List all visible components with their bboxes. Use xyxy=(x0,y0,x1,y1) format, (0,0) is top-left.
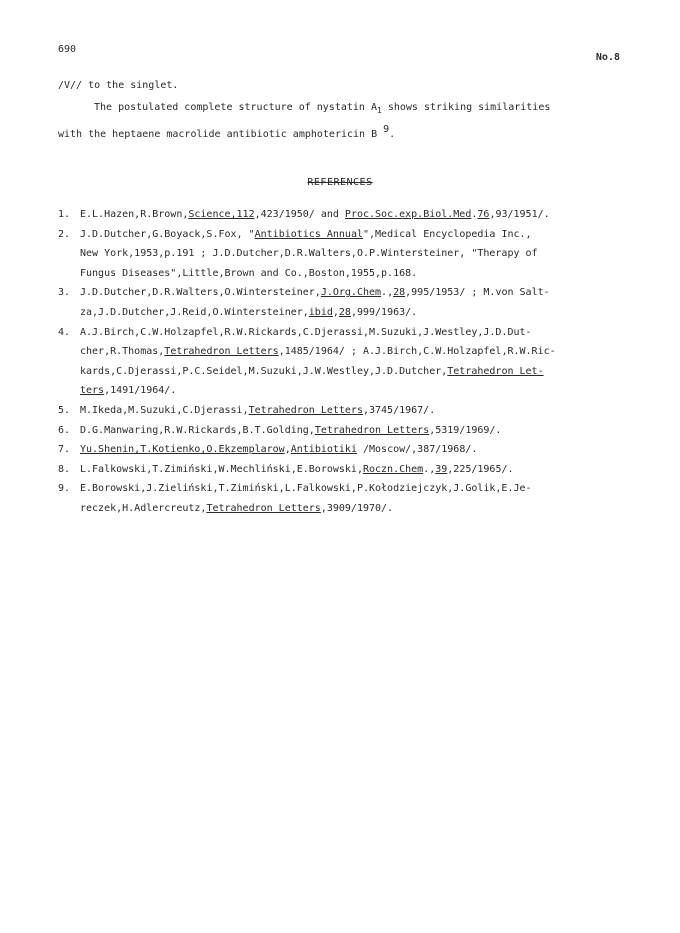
reference-line: D.G.Manwaring,R.W.Rickards,B.T.Golding,Tetrahedron Letters,5319/1969/. xyxy=(80,424,502,436)
reference-line: ters,1491/1964/. xyxy=(80,385,177,397)
page-number: 690 xyxy=(58,44,77,55)
reference-underlined-text: Roczn.Chem xyxy=(362,463,424,475)
reference-underlined-text: 28 xyxy=(393,287,406,299)
reference-underlined-text: J.Org.Chem xyxy=(320,287,382,299)
reference-superscript: 9 xyxy=(383,124,390,135)
reference-item xyxy=(58,205,638,225)
reference-number: 2. xyxy=(58,228,71,240)
reference-line: Yu.Shenin,T.Kotienko,O.Ekzemplarow,Antibiotiki /Moscow/,387/1968/. xyxy=(80,444,478,456)
reference-line: J.D.Dutcher,G.Boyack,S.Fox, "Antibiotics Annual",Medical Encyclopedia Inc., xyxy=(80,228,532,240)
reference-underlined-text: Yu.Shenin,T.Kotienko,O.Ekzemplarow xyxy=(80,444,285,456)
reference-number: 3. xyxy=(58,287,71,299)
reference-underlined-text: 39 xyxy=(435,463,448,475)
reference-underlined-text: Antibiotics Annual xyxy=(254,228,363,240)
reference-underlined-text: Tetrahedron Letters xyxy=(206,502,321,514)
reference-line: Fungus Diseases",Little,Brown and Co.,Boston,1955,p.168. xyxy=(80,267,418,279)
reference-line: E.L.Hazen,R.Brown,Science,112,423/1950/ and Proc.Soc.exp.Biol.Med.76,93/1951/. xyxy=(80,209,550,220)
references-heading: REFERENCES xyxy=(307,177,373,188)
reference-underlined-text: 76 xyxy=(477,209,490,220)
reference-number: 9. xyxy=(58,483,71,495)
reference-line: cher,R.Thomas,Tetrahedron Letters,1485/1964/ ; A.J.Birch,C.W.Holzapfel,R.W.Ric- xyxy=(80,346,556,358)
intro-line-3-tail: . xyxy=(389,129,396,140)
reference-underlined-text: 28 xyxy=(338,306,351,318)
reference-line: A.J.Birch,C.W.Holzapfel,R.W.Rickards,C.Djerassi,M.Suzuki,J.Westley,J.D.Dut- xyxy=(80,326,532,338)
reference-item xyxy=(58,283,638,322)
reference-number: 1. xyxy=(58,209,71,220)
reference-underlined-text: Tetrahedron Let- xyxy=(447,365,544,377)
reference-item xyxy=(58,440,638,460)
reference-item xyxy=(58,421,638,441)
reference-line: J.D.Dutcher,D.R.Walters,O.Wintersteiner,J.Org.Chem.,28,995/1953/ ; M.von Salt- xyxy=(80,287,550,299)
reference-underlined-text: Tetrahedron Letters xyxy=(164,346,279,358)
reference-item xyxy=(58,460,638,480)
reference-line: M.Ikeda,M.Suzuki,C.Djerassi,Tetrahedron Letters,3745/1967/. xyxy=(80,404,436,416)
reference-line: kards,C.Djerassi,P.C.Seidel,M.Suzuki,J.W.Westley,J.D.Dutcher,Tetrahedron Let- xyxy=(80,365,544,377)
reference-line: New York,1953,p.191 ; J.D.Dutcher,D.R.Walters,O.P.Wintersteiner, "Therapy of xyxy=(80,248,538,260)
reference-number: 4. xyxy=(58,326,71,338)
reference-number: 6. xyxy=(58,424,71,436)
reference-item xyxy=(58,323,638,401)
reference-line: za,J.D.Dutcher,J.Reid,O.Wintersteiner,ibid,28,999/1963/. xyxy=(80,306,418,318)
issue-number: No.8 xyxy=(595,52,620,63)
reference-item xyxy=(58,401,638,421)
reference-underlined-text: Science,112 xyxy=(188,209,255,220)
reference-item xyxy=(58,225,638,284)
intro-line-2-tail: shows striking similarities xyxy=(381,102,551,113)
reference-item xyxy=(58,479,638,518)
reference-underlined-text: Antibiotiki xyxy=(290,444,357,456)
reference-line: E.Borowski,J.Zieliński,T.Zimiński,L.Falkowski,P.Kołodziejczyk,J.Golik,E.Je- xyxy=(80,483,532,495)
reference-underlined-text: Tetrahedron Letters xyxy=(314,424,430,436)
reference-underlined-text: Tetrahedron Letters xyxy=(248,404,363,416)
reference-underlined-text: ibid xyxy=(308,306,333,318)
reference-line: reczek,H.Adlercreutz,Tetrahedron Letters,3909/1970/. xyxy=(80,502,394,514)
reference-number: 7. xyxy=(58,444,71,456)
reference-number: 8. xyxy=(58,463,71,475)
reference-underlined-text: ters xyxy=(80,385,105,397)
reference-line: L.Falkowski,T.Zimiński,W.Mechliński,E.Borowski,Roczn.Chem.,39,225/1965/. xyxy=(80,463,514,475)
intro-line-3 xyxy=(58,119,638,146)
reference-underlined-text: Proc.Soc.exp.Biol.Med xyxy=(344,209,472,220)
intro-line-2-text: The postulated complete structure of nystatin A xyxy=(94,102,377,113)
intro-line-1: /V// to the singlet. xyxy=(58,80,179,91)
reference-number: 5. xyxy=(58,404,71,416)
nystatin-subscript: 1 xyxy=(376,106,382,115)
reference-list xyxy=(58,205,638,519)
intro-line-3-text: with the heptaene macrolide antibiotic amphotericin B xyxy=(58,129,384,140)
